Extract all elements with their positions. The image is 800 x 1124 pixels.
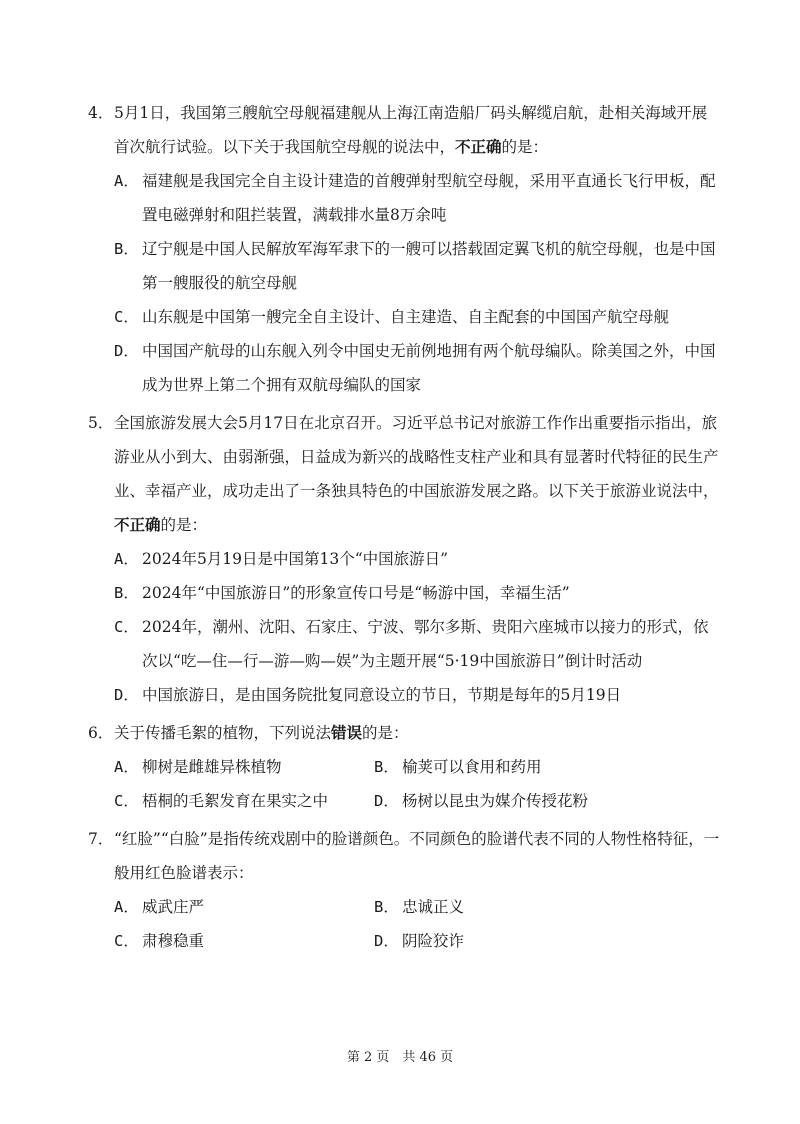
option-c: C． 梧桐的毛絮发育在果实之中 <box>114 792 329 810</box>
question-stem <box>88 406 720 542</box>
option-c: C． 2024年，潮州、沈阳、石家庄、宁波、鄂尔多斯、贵阳六座城市以接力的形式，依次以“吃—住—行—游—购—娱”为主题开展“5·19中国旅游日”倒计时活动 <box>114 618 709 670</box>
question-5 <box>88 406 720 712</box>
question-number: 6． <box>88 724 114 742</box>
question-text: 5月1日，我国第三艘航空母舰福建舰从上海江南造船厂码头解缆启航，赴相关海域开展首次航行试验。以下关于我国航空母舰的说法中，不正确的是： <box>114 104 708 156</box>
option-c: C． 肃穆稳重 <box>114 932 205 950</box>
option-a: A． 福建舰是我国完全自主设计建造的首艘弹射型航空母舰，采用平直通长飞行甲板，配置电磁弹射和阻拦装置，满载排水量8万余吨 <box>114 172 716 224</box>
option-a: A． 柳树是雌雄异株植物 <box>114 758 282 776</box>
option-d: D． 阴险狡诈 <box>374 932 465 950</box>
question-text: 全国旅游发展大会5月17日在北京召开。习近平总书记对旅游工作作出重要指示指出，旅游业从小到大、由弱渐强，日益成为新兴的战略性支柱产业和具有显著时代特征的民生产业、幸福产业，成功走出了一条独具特色的中国旅游发展之路。以下关于旅游业说法中，不正确的是： <box>114 414 719 534</box>
page-footer: 第 2 页 共 46 页 <box>346 1050 454 1065</box>
option-d: D． 中国国产航母的山东舰入列令中国史无前例地拥有两个航母编队。除美国之外，中国成为世界上第二个拥有双航母编队的国家 <box>114 342 716 394</box>
option-b: B． 辽宁舰是中国人民解放军海军隶下的一艘可以搭载固定翼飞机的航空母舰，也是中国第一艘服役的航空母舰 <box>114 240 716 292</box>
option-d: D． 中国旅游日，是由国务院批复同意设立的节日，节期是每年的5月19日 <box>114 686 622 704</box>
emphasis-text: 不正确 <box>114 515 161 534</box>
options-grid <box>114 750 720 818</box>
question-text: 关于传播毛絮的植物，下列说法错误的是： <box>114 723 409 742</box>
option-b: B． 榆荚可以食用和药用 <box>374 758 542 776</box>
question-stem <box>88 716 720 750</box>
question-text: “红脸”“白脸”是指传统戏剧中的脸谱颜色。不同颜色的脸谱代表不同的人物性格特征，一般用红色脸谱表示： <box>114 830 720 882</box>
option-a: A． 2024年5月19日是中国第13个“中国旅游日” <box>114 550 449 568</box>
question-4 <box>88 96 720 402</box>
option-a: A． 威武庄严 <box>114 898 205 916</box>
question-stem <box>88 822 720 890</box>
option-b: B． 2024年“中国旅游日”的形象宣传口号是“畅游中国，幸福生活” <box>114 584 570 602</box>
question-number: 5． <box>88 414 114 432</box>
question-6 <box>88 716 720 818</box>
emphasis-text: 不正确 <box>455 137 502 156</box>
question-stem <box>88 96 720 164</box>
option-c: C． 山东舰是中国第一艘完全自主设计、自主建造、自主配套的中国国产航空母舰 <box>114 308 670 326</box>
emphasis-text: 错误 <box>331 723 363 742</box>
question-number: 7． <box>88 830 114 848</box>
option-d: D． 杨树以昆虫为媒介传授花粉 <box>374 792 589 810</box>
options-grid <box>114 890 720 958</box>
option-b: B． 忠诚正义 <box>374 898 465 916</box>
question-number: 4． <box>88 104 114 122</box>
question-7 <box>88 822 720 958</box>
